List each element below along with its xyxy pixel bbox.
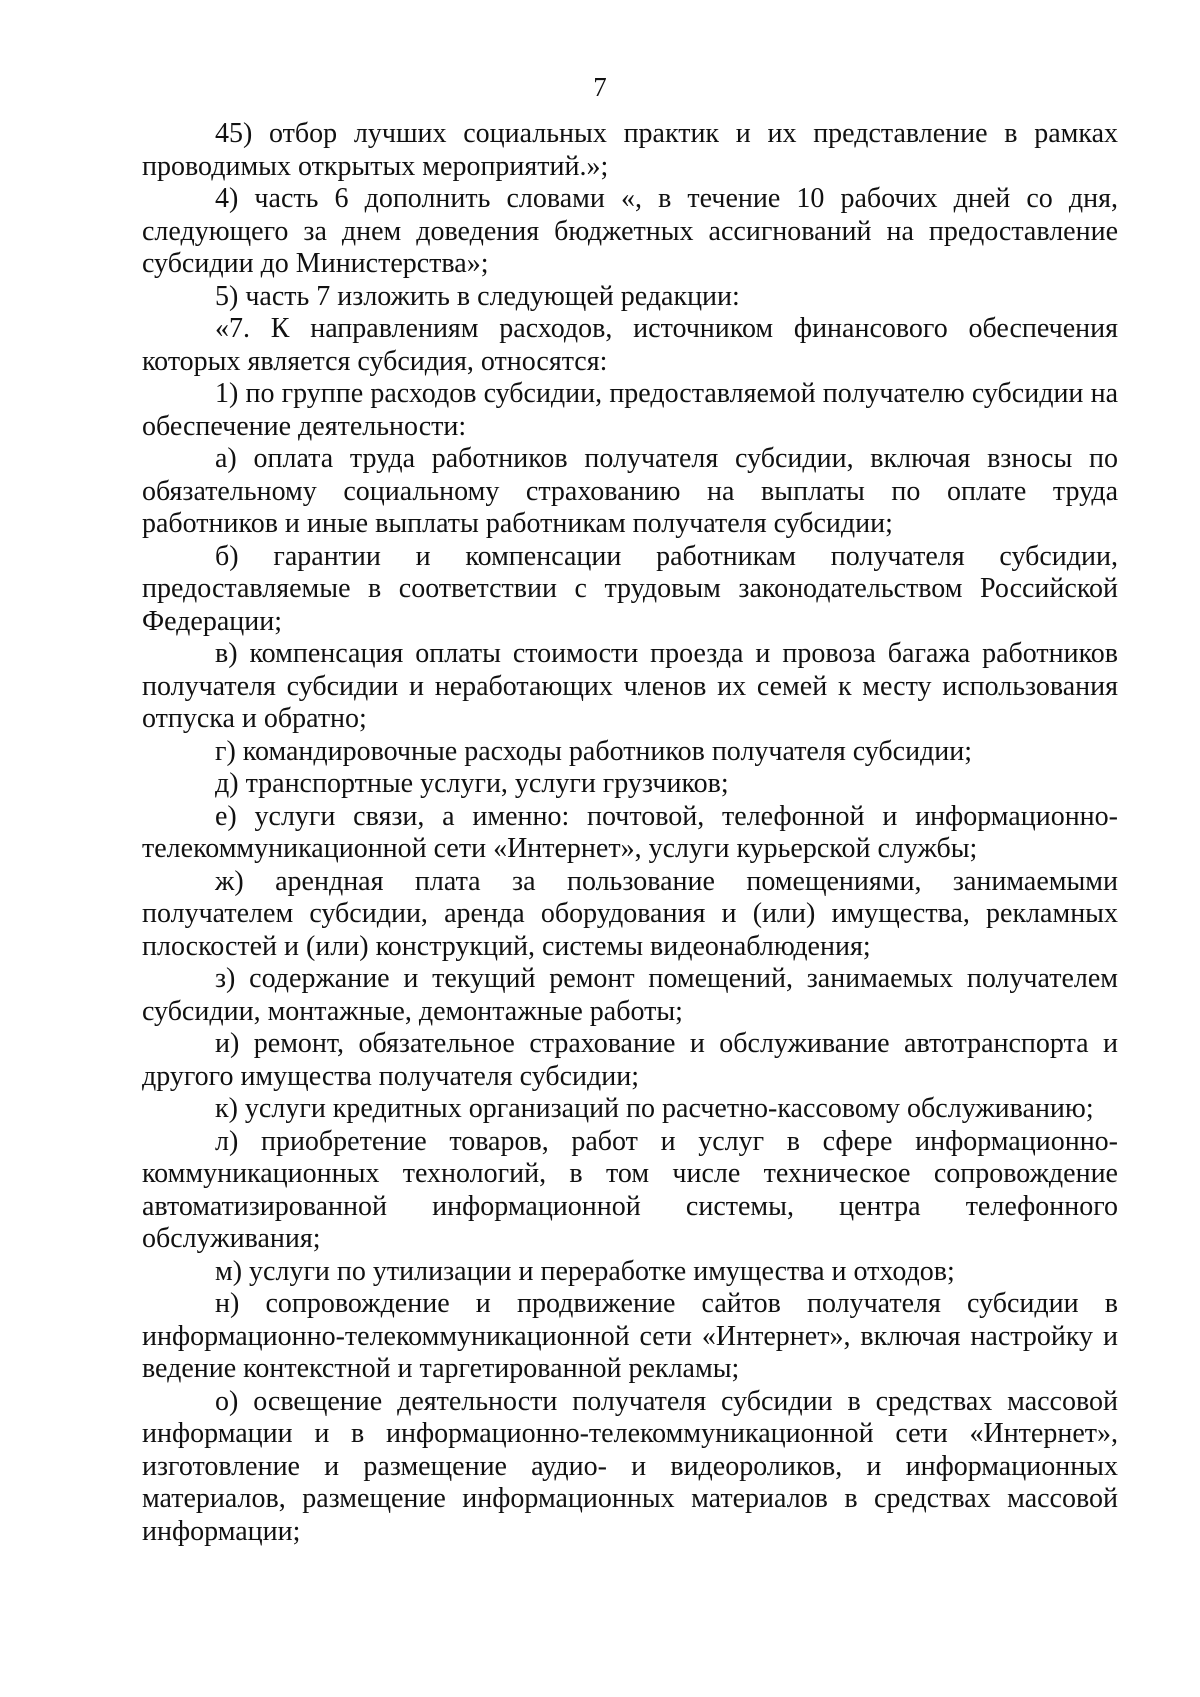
paragraph: 45) отбор лучших социальных практик и их представление в рамках проводимых открытых мероприятий.»; [142, 118, 1118, 182]
document-body [142, 118, 1118, 1548]
paragraph: и) ремонт, обязательное страхование и обслуживание автотранспорта и другого имущества получателя субсидии; [142, 1028, 1118, 1092]
paragraph: л) приобретение товаров, работ и услуг в сфере информационно-коммуникационных технологий, в том числе техническое сопровождение автоматизированной информационной системы, центра телефонного обслуживания; [142, 1125, 1118, 1254]
paragraph: «7. К направлениям расходов, источником финансового обеспечения которых является субсидия, относятся: [142, 313, 1118, 377]
paragraph: н) сопровождение и продвижение сайтов получателя субсидии в информационно-телекоммуникационной сети «Интернет», включая настройку и ведение контекстной и таргетированной рекламы; [142, 1288, 1118, 1384]
paragraph: 1) по группе расходов субсидии, предоставляемой получателю субсидии на обеспечение деятельности: [142, 378, 1118, 442]
paragraph: м) услуги по утилизации и переработке имущества и отходов; [215, 1255, 955, 1287]
paragraph: в) компенсация оплаты стоимости проезда и провоза багажа работников получателя субсидии и неработающих членов их семей к месту использования отпуска и обратно; [142, 638, 1118, 734]
page-number: 7 [593, 72, 607, 102]
paragraph: е) услуги связи, а именно: почтовой, телефонной и информационно-телекоммуникационной сети «Интернет», услуги курьерской службы; [142, 800, 1118, 864]
paragraph: ж) арендная плата за пользование помещениями, занимаемыми получателем субсидии, аренда оборудования и (или) имущества, рекламных плоскостей и (или) конструкций, системы видеонаблюдения; [142, 865, 1118, 962]
paragraph: б) гарантии и компенсации работникам получателя субсидии, предоставляемые в соответствии с трудовым законодательством Российской Федерации; [142, 540, 1118, 637]
paragraph: о) освещение деятельности получателя субсидии в средствах массовой информации и в информационно-телекоммуникационной сети «Интернет», изготовление и размещение аудио- и видеороликов, и информационных материалов, размещение информационных материалов в средствах массовой информации; [142, 1385, 1118, 1547]
paragraph: г) командировочные расходы работников получателя субсидии; [215, 735, 973, 767]
paragraph: д) транспортные услуги, услуги грузчиков; [215, 768, 729, 799]
paragraph: а) оплата труда работников получателя субсидии, включая взносы по обязательному социальному страхованию на выплаты по оплате труда работников и иные выплаты работникам получателя субсидии; [142, 443, 1118, 539]
paragraph: 5) часть 7 изложить в следующей редакции: [215, 280, 740, 312]
paragraph: 4) часть 6 дополнить словами «, в течение 10 рабочих дней со дня, следующего за днем доведения бюджетных ассигнований на предоставление субсидии до Министерства»; [142, 183, 1118, 279]
paragraph: з) содержание и текущий ремонт помещений, занимаемых получателем субсидии, монтажные, демонтажные работы; [142, 963, 1118, 1027]
paragraph: к) услуги кредитных организаций по расчетно-кассовому обслуживанию; [215, 1093, 1094, 1124]
